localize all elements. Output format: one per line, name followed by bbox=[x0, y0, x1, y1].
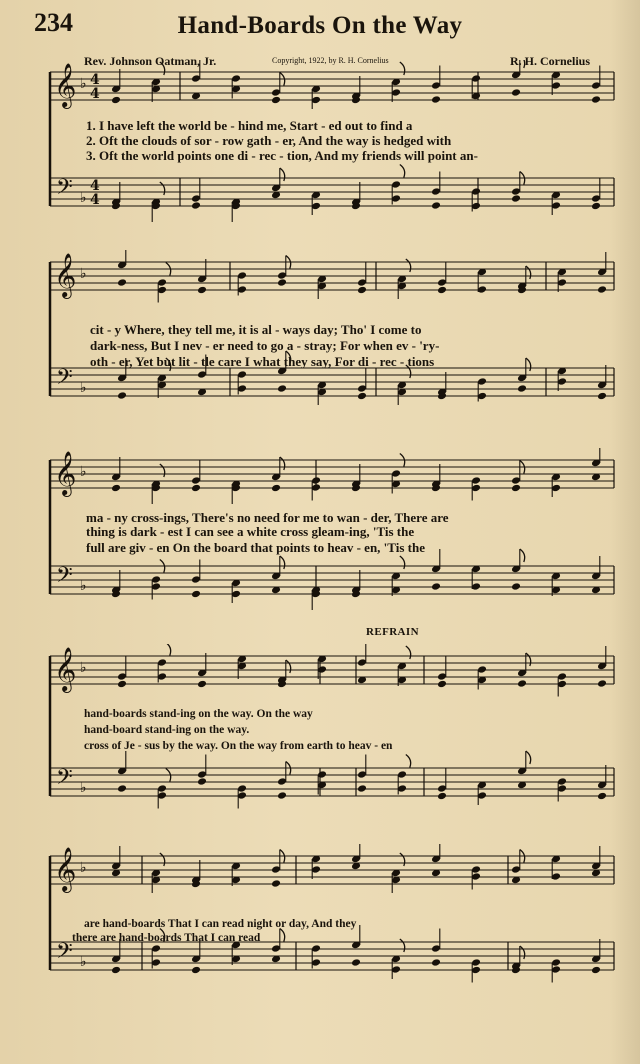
svg-text:4: 4 bbox=[90, 86, 100, 102]
composer-credit: R. H. Cornelius bbox=[510, 54, 591, 68]
lyric-line-verse3: oth - er, Yet but lit - tle care I what they say, For di - rec - tions bbox=[90, 354, 435, 369]
lyric-line-verse2: dark-ness, But I nev - er need to go a - stray; For when ev - 'ry- bbox=[90, 338, 440, 353]
lyric-line-refrain-1: are hand-boards That I can read night or day, And they bbox=[84, 918, 357, 930]
lyric-line-refrain-2: there are hand-boards That I can read bbox=[72, 932, 261, 944]
svg-text:𝄢: 𝄢 bbox=[56, 563, 73, 593]
lyric-line-refrain-2: hand-board stand-ing on the way. bbox=[84, 724, 250, 736]
lyric-line-verse3: 3. Oft the world points one di - rec - tion, And my friends will point an- bbox=[86, 148, 478, 163]
svg-text:𝄢: 𝄢 bbox=[56, 939, 73, 969]
svg-text:♭: ♭ bbox=[80, 860, 87, 876]
svg-text:𝄞: 𝄞 bbox=[54, 253, 77, 297]
lyric-line-verse1: 1. I have left the world be - hind me, Start - ed out to find a bbox=[86, 118, 413, 133]
lyric-line-refrain-1: hand-boards stand-ing on the way. On the way bbox=[84, 708, 313, 720]
lyric-line-verse2: 2. Oft the clouds of sor - row gath - er, And the way is hedged with bbox=[86, 133, 452, 148]
hymn-title: Hand-Boards On the Way bbox=[177, 12, 463, 39]
svg-text:4: 4 bbox=[90, 72, 100, 88]
svg-text:𝄞: 𝄞 bbox=[54, 63, 77, 107]
svg-text:𝄞: 𝄞 bbox=[54, 451, 77, 495]
svg-text:♭: ♭ bbox=[80, 464, 87, 480]
svg-text:𝄢: 𝄢 bbox=[56, 365, 73, 395]
lyric-line-verse2: thing is dark - est I can see a white cross gleam-ing, 'Tis the bbox=[86, 524, 415, 539]
svg-text:𝄞: 𝄞 bbox=[54, 847, 77, 891]
svg-text:4: 4 bbox=[90, 192, 100, 208]
lyric-line-refrain-3: cross of Je - sus by the way. On the way from earth to heav - en bbox=[84, 740, 393, 752]
svg-text:♭: ♭ bbox=[80, 660, 87, 676]
svg-text:♭: ♭ bbox=[80, 780, 87, 796]
page-number: 234 bbox=[34, 8, 73, 37]
lyric-line-verse3: full are giv - en On the board that points to heav - en, 'Tis the bbox=[86, 540, 425, 555]
svg-text:♭: ♭ bbox=[80, 380, 87, 396]
svg-text:4: 4 bbox=[90, 178, 100, 194]
lyric-line-verse1: cit - y Where, they tell me, it is al - ways day; Tho' I come to bbox=[90, 322, 422, 337]
svg-text:𝄢: 𝄢 bbox=[56, 765, 73, 795]
svg-text:♭: ♭ bbox=[80, 578, 87, 594]
svg-text:𝄢: 𝄢 bbox=[56, 175, 73, 205]
lyric-line-verse1: ma - ny cross-ings, There's no need for me to wan - der, There are bbox=[86, 510, 449, 525]
svg-text:♭: ♭ bbox=[80, 76, 87, 92]
refrain-label: REFRAIN bbox=[366, 626, 419, 638]
svg-text:♭: ♭ bbox=[80, 266, 87, 282]
copyright-notice: Copyright, 1922, by R. H. Cornelius bbox=[272, 56, 389, 65]
svg-text:♭: ♭ bbox=[80, 954, 87, 970]
svg-text:𝄞: 𝄞 bbox=[54, 647, 77, 691]
author-credit: Rev. Johnson Oatman, Jr. bbox=[84, 54, 217, 68]
svg-text:♭: ♭ bbox=[80, 190, 87, 206]
